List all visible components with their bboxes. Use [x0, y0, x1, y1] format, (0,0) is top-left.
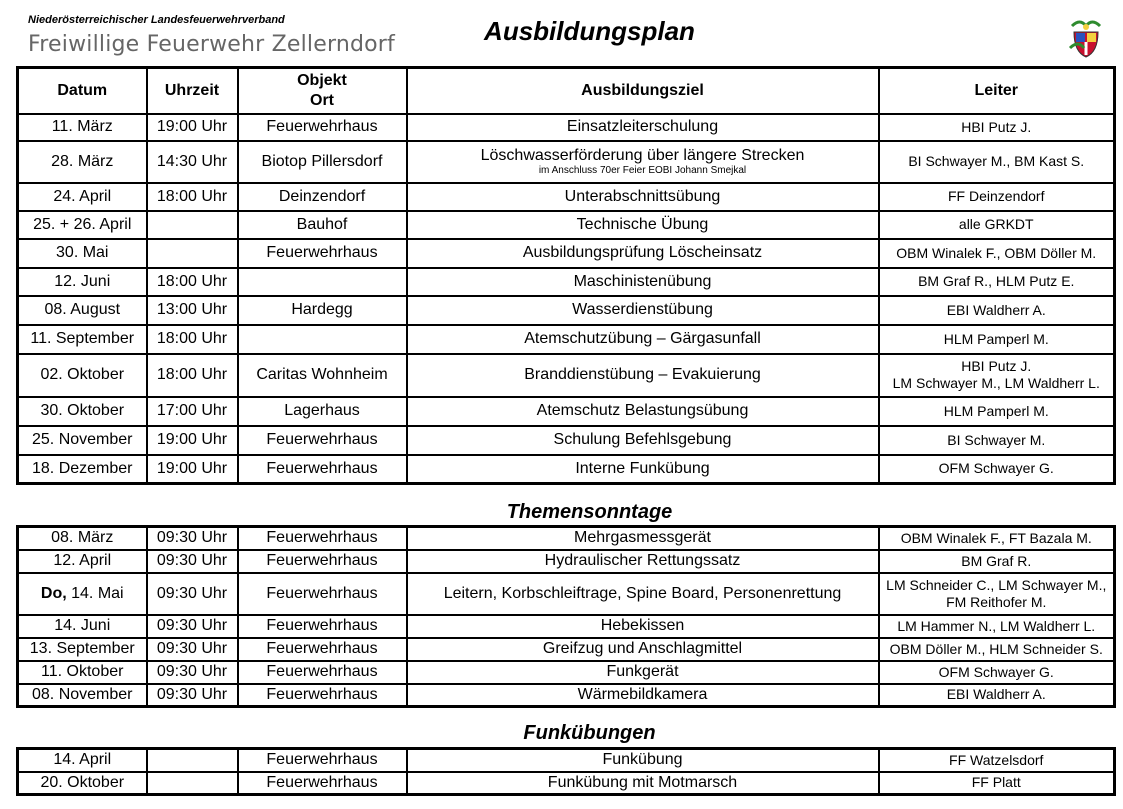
cell-ziel: Funkübung mit Motmarsch [407, 772, 879, 795]
cell-uhrzeit: 09:30 Uhr [147, 661, 238, 684]
cell-uhrzeit [147, 239, 238, 268]
leiter-line-2: LM Schwayer M., LM Waldherr L. [892, 375, 1100, 391]
cell-datum: 08. November [18, 684, 147, 707]
cell-ziel: Atemschutz Belastungsübung [407, 397, 879, 426]
cell-datum [18, 573, 147, 615]
cell-uhrzeit: 09:30 Uhr [147, 573, 238, 615]
cell-ziel: Technische Übung [407, 211, 879, 239]
header-objekt: Objekt [297, 71, 347, 89]
cell-ziel: Mehrgasmessgerät [407, 527, 879, 550]
table-row [18, 397, 1115, 426]
header-leiter: Leiter [879, 68, 1115, 114]
cell-leiter: FF Deinzendorf [879, 183, 1115, 211]
cell-leiter: EBI Waldherr A. [879, 684, 1115, 707]
cell-datum: 25. + 26. April [18, 211, 147, 239]
cell-uhrzeit: 09:30 Uhr [147, 684, 238, 707]
cell-ort: Feuerwehrhaus [238, 239, 407, 268]
leiter-line-1: LM Schneider C., LM Schwayer M., [886, 576, 1107, 593]
cell-ort: Biotop Pillersdorf [238, 141, 407, 183]
cell-ziel: Wasserdienstübung [407, 296, 879, 325]
datum-weekday: Do, [40, 584, 67, 602]
cell-ziel: Greifzug und Anschlagmittel [407, 638, 879, 661]
table-row [18, 268, 1115, 296]
cell-leiter: OBM Döller M., HLM Schneider S. [879, 638, 1115, 661]
header-objekt-ort [238, 68, 407, 114]
cell-ziel: Schulung Befehlsgebung [407, 426, 879, 455]
leiter-line-2: FM Reithofer M. [946, 593, 1047, 610]
header-ort: Ort [310, 91, 334, 109]
cell-ort: Feuerwehrhaus [238, 661, 407, 684]
cell-uhrzeit: 13:00 Uhr [147, 296, 238, 325]
cell-ort: Feuerwehrhaus [238, 426, 407, 455]
cell-ziel: Einsatzleiterschulung [407, 114, 879, 141]
table-row [18, 114, 1115, 141]
cell-ort: Feuerwehrhaus [238, 749, 407, 772]
cell-leiter: EBI Waldherr A. [879, 296, 1115, 325]
cell-ort [238, 268, 407, 296]
cell-leiter: HBI Putz J. [879, 114, 1115, 141]
ziel-note: im Anschluss 70er Feier EOBI Johann Smejkal [538, 164, 747, 176]
datum-value: 14. Mai [71, 584, 124, 602]
cell-uhrzeit [147, 749, 238, 772]
table-row [18, 325, 1115, 354]
cell-leiter [879, 573, 1115, 615]
cell-uhrzeit: 19:00 Uhr [147, 426, 238, 455]
table-row [18, 749, 1115, 772]
table-row [18, 239, 1115, 268]
header-ausbildungsziel: Ausbildungsziel [407, 68, 879, 114]
cell-uhrzeit: 14:30 Uhr [147, 141, 238, 183]
cell-uhrzeit: 18:00 Uhr [147, 325, 238, 354]
table-row [18, 661, 1115, 684]
cell-datum: 11. März [18, 114, 147, 141]
table-row [18, 638, 1115, 661]
cell-ort: Feuerwehrhaus [238, 527, 407, 550]
cell-leiter: HLM Pamperl M. [879, 397, 1115, 426]
leiter-line-1: HBI Putz J. [961, 358, 1032, 374]
cell-leiter: FF Watzelsdorf [879, 749, 1115, 772]
table-row [18, 183, 1115, 211]
cell-leiter: BI Schwayer M. [879, 426, 1115, 455]
cell-leiter: LM Hammer N., LM Waldherr L. [879, 615, 1115, 638]
table-row [18, 772, 1115, 795]
cell-datum: 14. April [18, 749, 147, 772]
cell-ort: Feuerwehrhaus [238, 615, 407, 638]
cell-ort: Feuerwehrhaus [238, 573, 407, 615]
table-row [18, 527, 1115, 550]
cell-leiter: BI Schwayer M., BM Kast S. [879, 141, 1115, 183]
cell-datum: 08. März [18, 527, 147, 550]
cell-ziel: Maschinistenübung [407, 268, 879, 296]
cell-ort: Bauhof [238, 211, 407, 239]
funkuebungen-table [16, 747, 1116, 796]
cell-datum: 28. März [18, 141, 147, 183]
cell-ort: Feuerwehrhaus [238, 772, 407, 795]
cell-leiter: OBM Winalek F., FT Bazala M. [879, 527, 1115, 550]
cell-ziel: Ausbildungsprüfung Löscheinsatz [407, 239, 879, 268]
cell-ziel: Leitern, Korbschleiftrage, Spine Board, Personenrettung [407, 573, 879, 615]
section-title-funkuebungen: Funkübungen [523, 722, 656, 744]
cell-leiter: OBM Winalek F., OBM Döller M. [879, 239, 1115, 268]
cell-leiter: HLM Pamperl M. [879, 325, 1115, 354]
table-header-row [18, 68, 1115, 114]
cell-ort: Hardegg [238, 296, 407, 325]
cell-ort [238, 325, 407, 354]
cell-datum: 13. September [18, 638, 147, 661]
cell-datum: 20. Oktober [18, 772, 147, 795]
table-row [18, 615, 1115, 638]
cell-datum: 11. Oktober [18, 661, 147, 684]
cell-ziel: Atemschutzübung – Gärgasunfall [407, 325, 879, 354]
cell-datum: 12. April [18, 550, 147, 573]
cell-ziel: Branddienstübung – Evakuierung [407, 354, 879, 397]
training-plan-table [16, 66, 1116, 485]
cell-uhrzeit: 19:00 Uhr [147, 114, 238, 141]
cell-datum: 30. Oktober [18, 397, 147, 426]
cell-datum: 18. Dezember [18, 455, 147, 484]
cell-datum: 25. November [18, 426, 147, 455]
cell-ziel: Funkgerät [407, 661, 879, 684]
cell-ziel: Wärmebildkamera [407, 684, 879, 707]
cell-uhrzeit: 18:00 Uhr [147, 268, 238, 296]
cell-ort: Feuerwehrhaus [238, 550, 407, 573]
cell-ziel: Hebekissen [407, 615, 879, 638]
ziel-text: Löschwasserförderung über längere Strecken [480, 146, 805, 164]
cell-ort: Lagerhaus [238, 397, 407, 426]
cell-datum: 11. September [18, 325, 147, 354]
themensonntage-table [16, 525, 1116, 708]
table-row [18, 141, 1115, 183]
org-association-name: Niederösterreichischer Landesfeuerwehrverband [28, 14, 285, 26]
cell-uhrzeit: 18:00 Uhr [147, 354, 238, 397]
page-title: Ausbildungsplan [484, 16, 695, 46]
cell-leiter [879, 354, 1115, 397]
cell-leiter: OFM Schwayer G. [879, 455, 1115, 484]
cell-uhrzeit [147, 211, 238, 239]
table-row [18, 354, 1115, 397]
cell-datum: 02. Oktober [18, 354, 147, 397]
cell-uhrzeit: 09:30 Uhr [147, 615, 238, 638]
cell-uhrzeit [147, 772, 238, 795]
table-row [18, 550, 1115, 573]
table-row [18, 426, 1115, 455]
cell-ort: Feuerwehrhaus [238, 684, 407, 707]
cell-ort: Feuerwehrhaus [238, 638, 407, 661]
cell-uhrzeit: 18:00 Uhr [147, 183, 238, 211]
cell-leiter: BM Graf R. [879, 550, 1115, 573]
cell-ort: Feuerwehrhaus [238, 455, 407, 484]
table-row [18, 296, 1115, 325]
cell-leiter: alle GRKDT [879, 211, 1115, 239]
cell-datum: 08. August [18, 296, 147, 325]
cell-ziel: Unterabschnittsübung [407, 183, 879, 211]
cell-ort: Feuerwehrhaus [238, 114, 407, 141]
cell-ort: Caritas Wohnheim [238, 354, 407, 397]
cell-datum: 30. Mai [18, 239, 147, 268]
header-datum: Datum [18, 68, 147, 114]
cell-ziel: Funkübung [407, 749, 879, 772]
cell-datum: 12. Juni [18, 268, 147, 296]
cell-ort: Deinzendorf [238, 183, 407, 211]
cell-uhrzeit: 17:00 Uhr [147, 397, 238, 426]
org-name: Freiwillige Feuerwehr Zellerndorf [28, 32, 396, 57]
cell-leiter: OFM Schwayer G. [879, 661, 1115, 684]
coat-of-arms-icon [1068, 18, 1104, 58]
cell-leiter: FF Platt [879, 772, 1115, 795]
header-uhrzeit: Uhrzeit [147, 68, 238, 114]
cell-uhrzeit: 19:00 Uhr [147, 455, 238, 484]
cell-leiter: BM Graf R., HLM Putz E. [879, 268, 1115, 296]
table-row [18, 211, 1115, 239]
cell-uhrzeit: 09:30 Uhr [147, 527, 238, 550]
cell-ziel: Interne Funkübung [407, 455, 879, 484]
section-title-themensonntage: Themensonntage [506, 501, 673, 523]
table-row [18, 573, 1115, 615]
cell-uhrzeit: 09:30 Uhr [147, 638, 238, 661]
cell-ziel: Hydraulischer Rettungssatz [407, 550, 879, 573]
cell-uhrzeit: 09:30 Uhr [147, 550, 238, 573]
table-row [18, 684, 1115, 707]
table-row [18, 455, 1115, 484]
cell-datum: 14. Juni [18, 615, 147, 638]
cell-datum: 24. April [18, 183, 147, 211]
cell-ziel [407, 141, 879, 183]
